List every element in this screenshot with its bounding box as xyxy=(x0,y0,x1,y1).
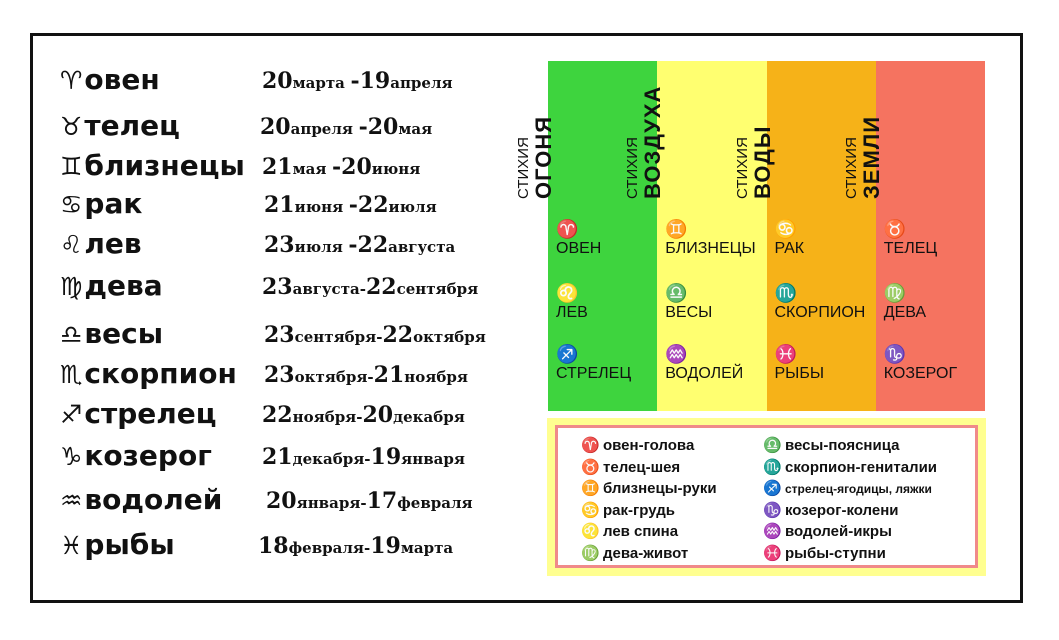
element-word: СТИХИЯ xyxy=(624,137,642,199)
zodiac-row xyxy=(60,438,520,474)
date-day: 23 xyxy=(264,322,295,348)
date-range xyxy=(262,270,478,306)
gemini-icon: ♊ xyxy=(665,219,688,239)
body-part-item xyxy=(581,478,717,499)
date-month: декабря- xyxy=(292,450,371,468)
date-month: сентября- xyxy=(294,328,383,346)
date-month: ноября xyxy=(404,368,468,386)
zodiac-sign xyxy=(60,316,163,353)
sign-name: водолей xyxy=(84,483,223,516)
element-title: ЗЕМЛИ xyxy=(858,115,884,199)
virgo-icon: ♍ xyxy=(60,272,83,301)
date-month: марта xyxy=(292,74,345,92)
zodiac-sign xyxy=(60,438,212,475)
element-title: ОГОНЯ xyxy=(531,115,556,199)
element-sign: ♊ БЛИЗНЕЦЫ xyxy=(665,219,756,257)
pisces-icon: ♓ xyxy=(763,544,782,562)
date-day: 22 xyxy=(365,274,397,300)
date-range xyxy=(260,110,432,146)
element-sign: ♍ ДЕВА xyxy=(883,283,927,321)
element-sign: ♈ ОВЕН xyxy=(556,219,602,257)
date-range xyxy=(262,150,420,186)
date-range xyxy=(264,188,437,224)
libra-icon: ♎ xyxy=(665,283,688,303)
date-day: -20 xyxy=(332,154,372,180)
aquarius-icon: ♒ xyxy=(665,344,688,364)
element-sign: ♓ РЫБЫ xyxy=(774,344,824,382)
date-month: октября- xyxy=(294,368,374,386)
body-part-item xyxy=(763,521,892,542)
element-word: СТИХИЯ xyxy=(515,137,532,199)
capricorn-icon: ♑ xyxy=(883,344,907,364)
zodiac-row xyxy=(60,356,520,392)
pisces-icon: ♓ xyxy=(60,531,83,560)
date-day: -20 xyxy=(358,114,399,140)
element-title: ВОДЫ xyxy=(749,125,775,199)
zodiac-row xyxy=(60,268,520,304)
date-range xyxy=(264,358,468,394)
zodiac-sign xyxy=(60,62,160,99)
zodiac-sign xyxy=(60,108,180,145)
aries-icon: ♈ xyxy=(581,437,600,454)
sign-name: стрелец xyxy=(84,397,217,430)
body-part-label: лев спина xyxy=(603,523,679,540)
body-part-label: водолей-икры xyxy=(785,523,892,540)
date-day: 23 xyxy=(262,274,293,300)
element-sign: ♐ СТРЕЛЕЦ xyxy=(556,344,632,382)
element-word: СТИХИЯ xyxy=(733,137,751,199)
zodiac-sign xyxy=(60,148,245,185)
gemini-icon: ♊ xyxy=(581,480,600,497)
date-month: мая xyxy=(398,120,433,138)
gemini-icon: ♊ xyxy=(60,152,83,181)
sign-name: овен xyxy=(84,63,160,96)
date-day: 20 xyxy=(260,114,291,140)
body-part-label: весы-поясница xyxy=(785,437,900,454)
date-day: -22 xyxy=(348,232,389,258)
date-month: ноября- xyxy=(292,408,363,426)
sagittarius-icon: ♐ xyxy=(60,400,83,429)
body-part-item xyxy=(581,457,680,478)
pisces-icon: ♓ xyxy=(774,344,797,364)
body-part-item xyxy=(581,500,675,521)
zodiac-row xyxy=(60,108,520,144)
body-part-item xyxy=(763,543,886,564)
zodiac-sign xyxy=(60,482,222,519)
date-day: 19 xyxy=(370,444,402,470)
body-parts-box xyxy=(547,418,986,576)
body-part-label: скорпион-гениталии xyxy=(785,458,938,476)
date-day: 23 xyxy=(264,362,295,388)
cancer-icon: ♋ xyxy=(60,190,83,219)
date-range xyxy=(264,228,455,264)
date-month: июля xyxy=(388,198,437,216)
body-part-item xyxy=(581,435,694,456)
body-part-label: телец-шея xyxy=(603,458,681,476)
date-month: апреля xyxy=(290,120,354,138)
element-sign: ♎ ВЕСЫ xyxy=(665,283,713,321)
sagittarius-icon: ♐ xyxy=(763,480,782,497)
date-range xyxy=(264,318,486,354)
sign-name: дева xyxy=(84,269,163,302)
date-month: сентября xyxy=(396,280,479,298)
date-month: августа xyxy=(388,238,456,256)
body-part-label: дева-живот xyxy=(603,544,689,562)
leo-icon: ♌ xyxy=(556,283,579,303)
element-sign: ♑ КОЗЕРОГ xyxy=(883,344,958,382)
body-part-label: козерог-колени xyxy=(785,501,899,519)
date-day: 23 xyxy=(264,232,295,258)
elements-table xyxy=(515,61,985,411)
sign-name: рыбы xyxy=(84,528,175,561)
scorpio-icon: ♏ xyxy=(774,283,797,303)
taurus-icon: ♉ xyxy=(883,219,907,239)
date-month: июня xyxy=(371,160,421,178)
aquarius-icon: ♒ xyxy=(60,486,83,515)
body-part-label: рыбы-ступни xyxy=(785,544,886,562)
cancer-icon: ♋ xyxy=(774,219,797,239)
zodiac-row xyxy=(60,148,520,184)
aquarius-icon: ♒ xyxy=(763,523,782,540)
element-sign: ♋ РАК xyxy=(774,219,805,257)
scorpio-icon: ♏ xyxy=(763,458,782,476)
date-range xyxy=(262,398,465,434)
element-sign: ♉ ТЕЛЕЦ xyxy=(883,219,938,257)
date-day: 21 xyxy=(264,192,295,218)
zodiac-sign xyxy=(60,396,217,433)
body-part-item xyxy=(763,500,899,521)
body-part-item xyxy=(581,543,688,564)
date-month: мая xyxy=(292,160,327,178)
libra-icon: ♎ xyxy=(60,320,83,349)
body-part-item xyxy=(763,457,937,478)
date-day: 21 xyxy=(262,154,293,180)
date-day: -22 xyxy=(348,192,389,218)
taurus-icon: ♉ xyxy=(60,112,83,141)
leo-icon: ♌ xyxy=(60,230,83,259)
libra-icon: ♎ xyxy=(763,437,782,454)
body-part-item xyxy=(581,521,678,542)
aries-icon: ♈ xyxy=(556,219,579,239)
zodiac-sign xyxy=(60,268,163,305)
virgo-icon: ♍ xyxy=(883,283,907,303)
body-part-label: стрелец-ягодицы, ляжки xyxy=(785,482,932,496)
element-word: СТИХИЯ xyxy=(842,137,860,199)
zodiac-row xyxy=(60,527,520,563)
date-day: 20 xyxy=(262,68,293,94)
date-range xyxy=(262,440,465,476)
element-sign: ♒ ВОДОЛЕЙ xyxy=(665,344,744,382)
date-day: 19 xyxy=(370,533,401,559)
date-day: 20 xyxy=(362,402,394,428)
sign-name: близнецы xyxy=(84,149,245,182)
aries-icon: ♈ xyxy=(60,66,83,95)
zodiac-row xyxy=(60,482,520,518)
date-day: 21 xyxy=(373,362,405,388)
date-range xyxy=(258,529,453,565)
body-part-label: рак-грудь xyxy=(603,501,675,519)
date-day: 18 xyxy=(258,533,289,559)
date-month: февраля- xyxy=(288,539,371,557)
scorpio-icon: ♏ xyxy=(60,360,83,389)
date-day: 20 xyxy=(266,488,297,514)
cancer-icon: ♋ xyxy=(581,501,600,519)
sign-name: скорпион xyxy=(84,357,237,390)
element-column-air xyxy=(624,61,766,411)
capricorn-icon: ♑ xyxy=(763,501,782,519)
element-sign: ♏ СКОРПИОН xyxy=(774,283,866,321)
date-range xyxy=(266,484,473,520)
zodiac-sign xyxy=(60,226,142,263)
date-month: февраля xyxy=(397,494,473,512)
date-day: 22 xyxy=(382,322,414,348)
sign-name: весы xyxy=(84,317,164,350)
body-part-label: овен-голова xyxy=(603,437,695,454)
body-part-label: близнецы-руки xyxy=(603,480,717,497)
body-part-item xyxy=(763,478,932,500)
date-month: октября xyxy=(413,328,486,346)
date-month: июля xyxy=(294,238,343,256)
leo-icon: ♌ xyxy=(581,523,600,540)
sagittarius-icon: ♐ xyxy=(556,344,579,364)
date-day: 22 xyxy=(262,402,293,428)
zodiac-sign xyxy=(60,356,237,393)
date-month: апреля xyxy=(390,74,453,92)
capricorn-icon: ♑ xyxy=(60,442,83,471)
zodiac-sign xyxy=(60,186,142,223)
body-parts-inner xyxy=(555,425,978,568)
zodiac-row xyxy=(60,186,520,222)
date-month: января- xyxy=(296,494,367,512)
zodiac-row xyxy=(60,316,520,352)
sign-name: лев xyxy=(84,227,142,260)
zodiac-sign xyxy=(60,527,175,564)
sign-name: козерог xyxy=(84,439,212,472)
virgo-icon: ♍ xyxy=(581,544,600,562)
element-column-water xyxy=(733,61,876,411)
zodiac-row xyxy=(60,226,520,262)
sign-name: телец xyxy=(84,109,180,142)
sign-name: рак xyxy=(84,187,143,220)
date-month: августа- xyxy=(292,280,366,298)
taurus-icon: ♉ xyxy=(581,458,600,476)
element-title: ВОЗДУХА xyxy=(640,85,666,199)
date-day: -19 xyxy=(350,68,391,94)
date-month: декабря xyxy=(393,408,465,426)
date-day: 17 xyxy=(366,488,398,514)
element-column-earth xyxy=(842,61,985,411)
element-sign: ♌ ЛЕВ xyxy=(556,283,588,321)
date-month: января xyxy=(401,450,465,468)
date-month: марта xyxy=(400,539,454,557)
date-day: 21 xyxy=(262,444,293,470)
date-month: июня xyxy=(294,198,344,216)
date-range xyxy=(262,64,453,100)
body-part-item xyxy=(763,435,899,456)
zodiac-row xyxy=(60,62,520,98)
zodiac-row xyxy=(60,396,520,432)
